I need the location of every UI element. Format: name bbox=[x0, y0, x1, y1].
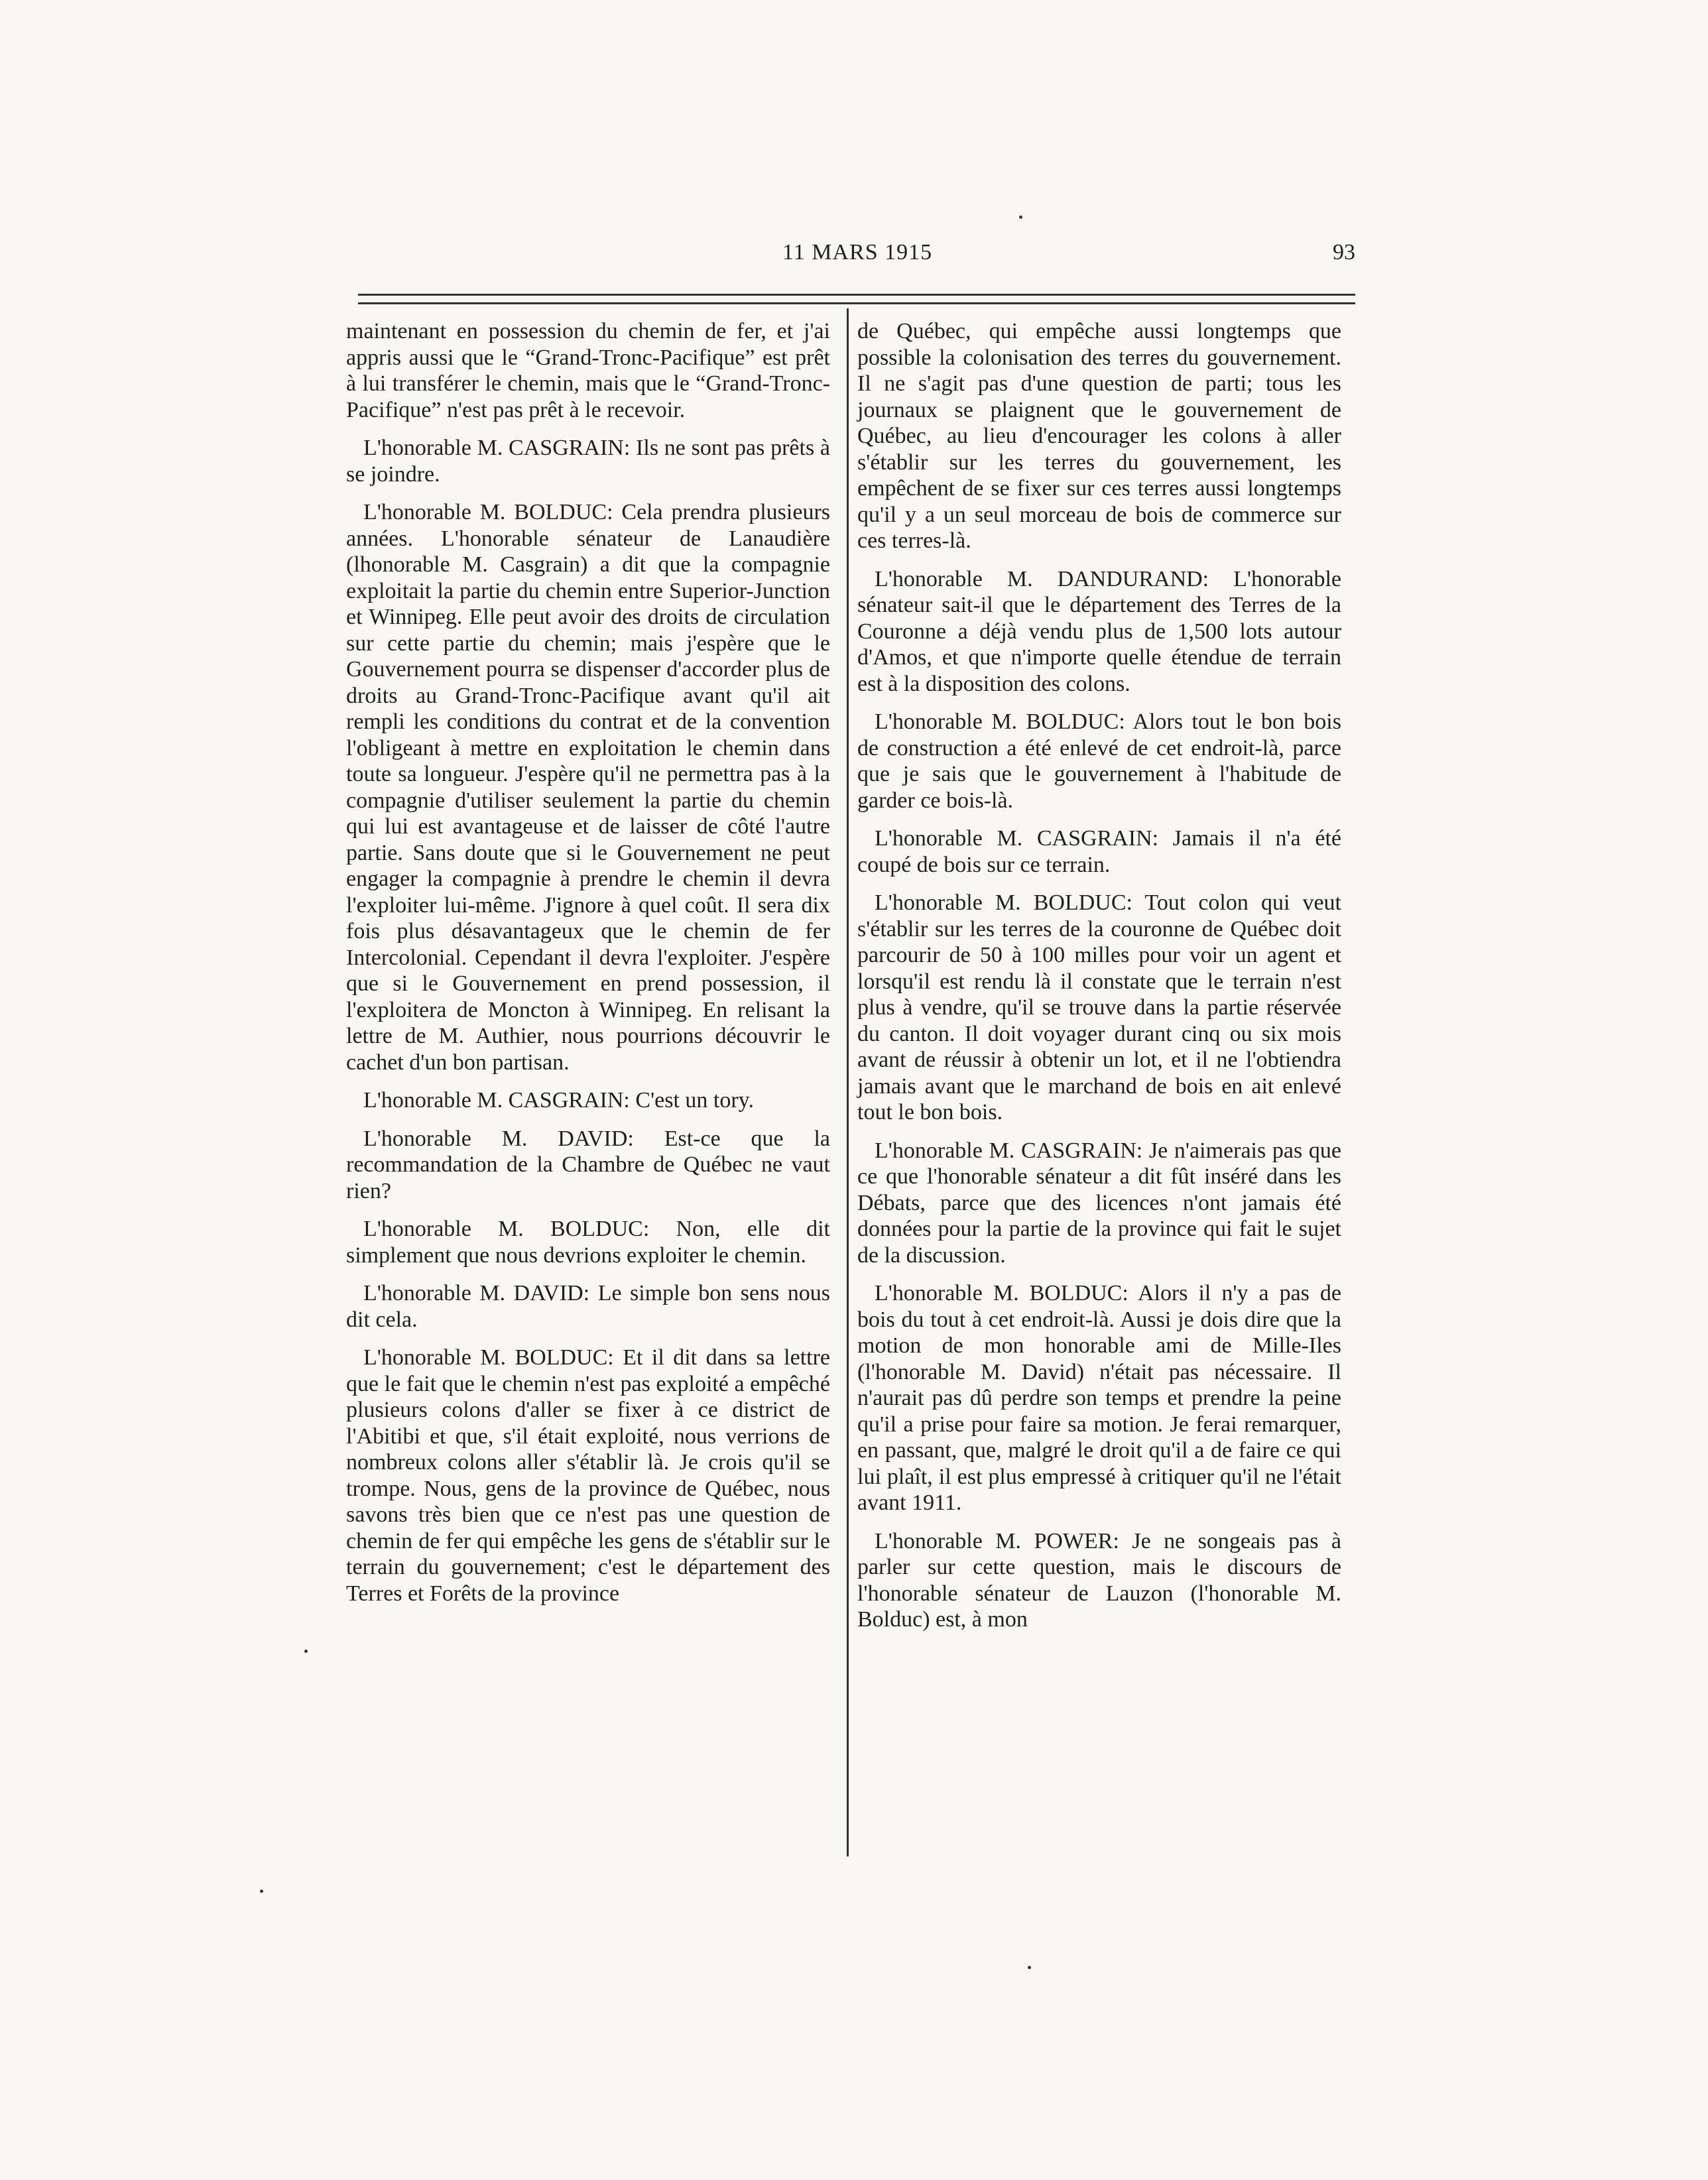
paragraph-text: Est-ce que la recommandation de la Chambre de Québec ne vaut rien? bbox=[346, 1126, 831, 1203]
speaker-label: L'honorable M. CASGRAIN: bbox=[875, 826, 1159, 851]
speaker-label: L'honorable M. DANDURAND: bbox=[875, 566, 1209, 591]
paragraph bbox=[857, 318, 1341, 554]
paragraph bbox=[857, 1528, 1341, 1633]
scan-speck bbox=[1019, 215, 1022, 219]
paragraph-text: Et il dit dans sa lettre que le fait que le chemin n'est pas exploité a empêché plusieurs colons d'aller se fixer à ce district de l'Abitibi et que, s'il était exploité, nous verrions de nombreux colons aller s'établir là. Je crois qu'il se trompe. Nous, gens de la province de Québec, nous savons très bien que ce n'est pas une question de chemin de fer qui empêche les gens de s'établir sur le terrain du gouvernement; c'est le département des Terres et Forêts de la province bbox=[346, 1345, 830, 1606]
speaker-label: L'honorable M. DAVID: bbox=[363, 1126, 634, 1151]
scan-speck bbox=[1028, 1966, 1031, 1969]
speaker-label: L'honorable M. DAVID: bbox=[363, 1281, 590, 1305]
paragraph bbox=[346, 318, 830, 423]
header-date: 11 MARS 1915 bbox=[782, 240, 933, 265]
paragraph bbox=[346, 1216, 830, 1268]
paragraph-text: C'est un tory. bbox=[635, 1088, 754, 1113]
paragraph bbox=[346, 499, 830, 1075]
page-header bbox=[358, 240, 1355, 273]
paragraph bbox=[857, 1138, 1341, 1269]
speaker-label: L'honorable M. BOLDUC: bbox=[363, 1345, 614, 1370]
paragraph-text: Alors il n'y a pas de bois du tout à cet endroit-là. Aussi je dois dire que la motion de mon honorable ami de Mille-Iles (l'honorable M. David) n'était pas nécessaire. Il n'aurait pas dû perdre son temps et prendre la peine qu'il a prise pour faire sa motion. Je ferai remarquer, en passant, que, malgré le droit qu'il a de faire ce qui lui plaît, il est plus empressé à critiquer qu'il ne l'était avant 1911. bbox=[857, 1281, 1342, 1515]
speaker-label: L'honorable M. BOLDUC: bbox=[875, 709, 1125, 734]
speaker-label: L'honorable M. BOLDUC: bbox=[363, 1217, 650, 1241]
left-column bbox=[346, 318, 830, 1618]
paragraph bbox=[857, 566, 1341, 697]
paragraph bbox=[346, 435, 830, 487]
paragraph-text: Cela prendra plusieurs années. L'honorable sénateur de Lanaudière (lhonorable M. Casgrain) a dit que la compagnie exploitait la partie du chemin entre Superior-Junction et Winnipeg. Elle peut avoir des droits de circulation sur cette partie du chemin; mais j'espère que le Gouvernement pourra se dispenser d'accorder plus de droits au Grand-Tronc-Pacifique avant qu'il ait rempli les conditions du contrat et de la convention l'obligeant à mettre en exploitation le chemin dans toute sa longueur. J'espère qu'il ne permettra pas à la compagnie d'utiliser seulement la partie du chemin qui lui est avantageuse et de laisser de côté l'autre partie. Sans doute que si le Gouvernement ne peut engager la compagnie à prendre le chemin il devra l'exploiter lui-même. J'ignore à quel coût. Il sera dix fois plus désavantageux que le chemin de fer Intercolonial. Cependant il devra l'exploiter. J'espère que si le Gouvernement en prend possession, il l'exploitera de Moncton à Winnipeg. En relisant la lettre de M. Authier, nous pourrions découvrir le cachet d'un bon partisan. bbox=[346, 500, 831, 1075]
paragraph bbox=[857, 825, 1341, 878]
right-column bbox=[857, 318, 1341, 1645]
speaker-label: L'honorable M. BOLDUC: bbox=[363, 500, 613, 524]
speaker-label: L'honorable M. BOLDUC: bbox=[875, 890, 1132, 915]
paragraph-text: Tout colon qui veut s'établir sur les terres de la couronne de Québec doit parcourir de 50 à 100 milles pour voir un agent et lorsqu'il est rendu là il constate que le terrain n'est plus à vendre, qu'il se trouve dans la partie réservée du canton. Il doit voyager durant cinq ou six mois avant de réussir à obtenir un lot, et il ne l'obtiendra jamais avant que le marchand de bois en ait enlevé tout le bon bois. bbox=[857, 890, 1341, 1124]
scan-speck bbox=[260, 1890, 263, 1893]
speaker-label: L'honorable M. CASGRAIN: bbox=[363, 436, 631, 460]
speaker-label: L'honorable M. CASGRAIN: bbox=[875, 1138, 1143, 1163]
paragraph-text: Alors tout le bon bois de construction a été enlevé de cet endroit-là, parce que je sais que le gouvernement à l'habitude de garder ce bois-là. bbox=[857, 709, 1341, 813]
paragraph bbox=[857, 709, 1341, 814]
speaker-label: L'honorable M. POWER: bbox=[875, 1528, 1119, 1553]
paragraph-text: L'honorable sénateur sait-il que le département des Terres de la Couronne a déjà vendu plus de 1,500 lots autour d'Amos, et que n'importe quelle étendue de terrain est à la disposition des colons. bbox=[857, 566, 1341, 696]
paragraph-text: de Québec, qui empêche aussi longtemps que possible la colonisation des terres du gouvernement. Il ne s'agit pas d'une question de parti; tous les journaux se plaignent que le gouvernement de Québec, au lieu d'encourager les colons à aller s'établir sur les terres du gouvernement, les empêchent de se fixer sur ces terres aussi longtemps qu'il y a un seul morceau de bois de commerce sur ces terres-là. bbox=[857, 319, 1341, 553]
paragraph-text: Le simple bon sens nous dit cela. bbox=[346, 1281, 830, 1332]
paragraph-text: Je ne songeais pas à parler sur cette question, mais le discours de l'honorable sénateur de Lauzon (l'honorable M. Bolduc) est, à mon bbox=[857, 1528, 1342, 1632]
paragraph bbox=[346, 1280, 830, 1333]
paragraph-text: Jamais il n'a été coupé de bois sur ce terrain. bbox=[857, 826, 1342, 877]
paragraph-text: maintenant en possession du chemin de fer, et j'ai appris aussi que le “Grand-Tronc-Pacifique” est prêt à lui transférer le chemin, mais que le “Grand-Tronc-Pacifique” n'est pas prêt à le recevoir. bbox=[346, 319, 830, 422]
paragraph bbox=[857, 890, 1341, 1126]
speaker-label: L'honorable M. CASGRAIN: bbox=[363, 1088, 630, 1113]
speaker-label: L'honorable M. BOLDUC: bbox=[875, 1281, 1128, 1305]
page-number: 93 bbox=[1333, 240, 1355, 265]
paragraph-text: Ils ne sont pas prêts à se joindre. bbox=[346, 436, 831, 487]
paragraph-text: Je n'aimerais pas que ce que l'honorable sénateur a dit fût inséré dans les Débats, parce que des licences n'ont jamais été données pour la partie de la province qui fait le sujet de la discussion. bbox=[857, 1138, 1342, 1268]
header-rule-top bbox=[358, 294, 1355, 296]
paragraph bbox=[346, 1087, 830, 1114]
header-rule-bottom bbox=[358, 302, 1355, 304]
paragraph bbox=[346, 1345, 830, 1606]
paragraph bbox=[346, 1126, 830, 1205]
column-divider bbox=[847, 308, 849, 1856]
scan-speck bbox=[304, 1650, 308, 1653]
paragraph bbox=[857, 1280, 1341, 1516]
paragraph-text: Non, elle dit simplement que nous devrions exploiter le chemin. bbox=[346, 1217, 830, 1268]
